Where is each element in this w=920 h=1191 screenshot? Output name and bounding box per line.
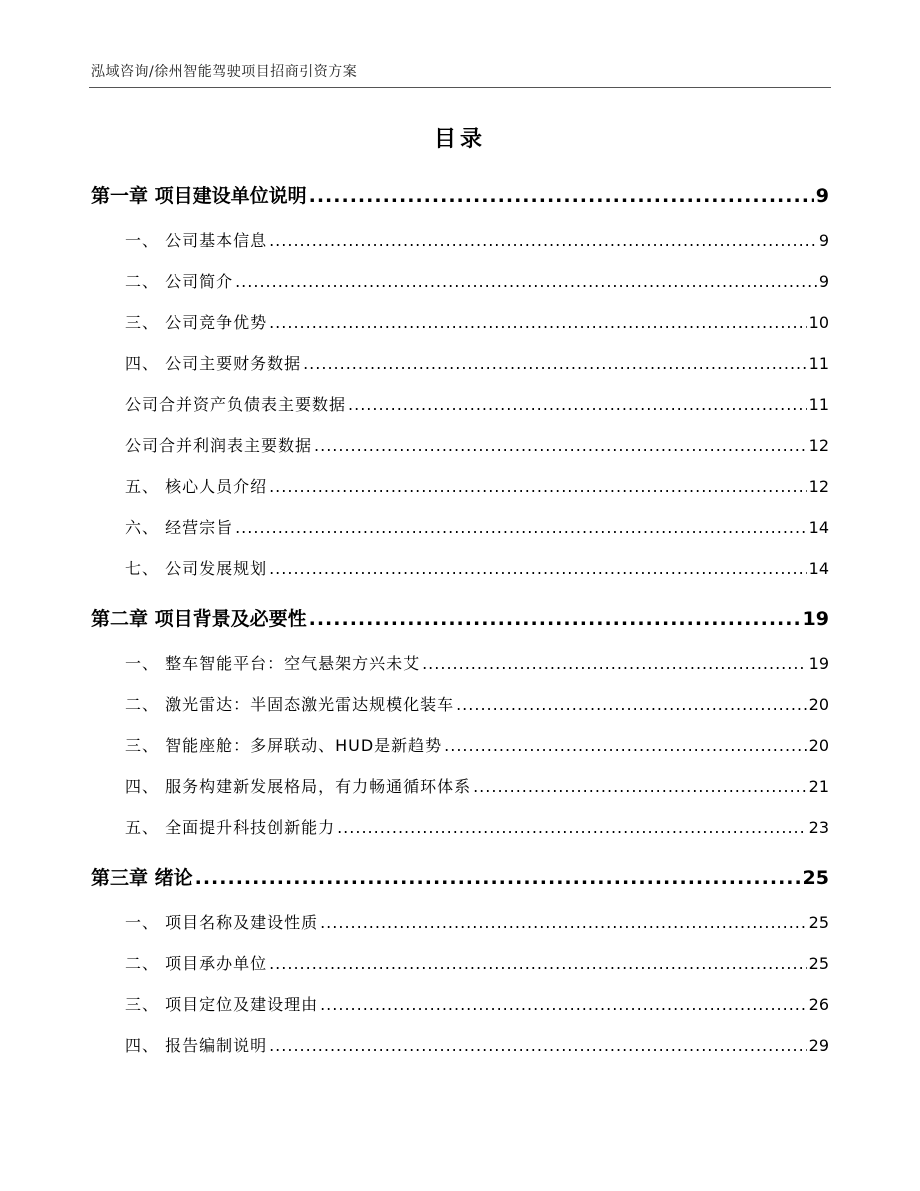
toc-section-entry[interactable]: [91, 261, 829, 302]
toc-page-number: 12: [808, 477, 829, 496]
toc-page-number: 19: [808, 654, 829, 673]
toc-dot-leader: [235, 507, 807, 548]
toc-dot-leader: [456, 684, 807, 725]
toc-section-entry[interactable]: [91, 1025, 829, 1066]
running-header: 泓域咨询/徐州智能驾驶项目招商引资方案: [91, 64, 358, 80]
toc-section-entry[interactable]: [91, 766, 829, 807]
toc-dot-leader: [269, 302, 807, 343]
toc-dot-leader: [444, 725, 806, 766]
toc-dot-leader: [195, 858, 801, 898]
toc-entry-label: 三、 项目定位及建设理由: [125, 995, 319, 1014]
toc-dot-leader: [269, 220, 817, 261]
toc-page-number: 14: [808, 518, 829, 537]
toc-section-entry[interactable]: [91, 466, 829, 507]
toc-entry-label: 七、 公司发展规划: [125, 559, 268, 578]
toc-chapter-entry[interactable]: [91, 176, 829, 216]
toc-entry-label: 三、 公司竞争优势: [125, 313, 268, 332]
toc-section-entry[interactable]: [91, 902, 829, 943]
toc-section-entry[interactable]: [91, 807, 829, 848]
toc-entry-label: 公司合并资产负债表主要数据: [125, 395, 347, 414]
toc-entry-label: 六、 经营宗旨: [125, 518, 234, 537]
toc-title: 目录: [433, 127, 486, 152]
toc-page-number: 25: [802, 867, 829, 889]
toc-section-entry[interactable]: [91, 302, 829, 343]
toc-dot-leader: [314, 425, 807, 466]
toc-section-entry[interactable]: [91, 643, 829, 684]
toc-section-entry[interactable]: [91, 425, 829, 466]
table-of-contents: [91, 176, 829, 1066]
toc-dot-leader: [303, 343, 807, 384]
toc-entry-label: 五、 核心人员介绍: [125, 477, 268, 496]
toc-section-entry[interactable]: [91, 548, 829, 589]
toc-entry-label: 四、 报告编制说明: [125, 1036, 268, 1055]
toc-dot-leader: [473, 766, 807, 807]
toc-page-number: 12: [808, 436, 829, 455]
toc-dot-leader: [422, 643, 807, 684]
toc-entry-label: 五、 全面提升科技创新能力: [125, 818, 336, 837]
toc-entry-label: 第一章 项目建设单位说明: [91, 185, 307, 207]
toc-entry-label: 四、 公司主要财务数据: [125, 354, 302, 373]
toc-page-number: 26: [808, 995, 829, 1014]
toc-section-entry[interactable]: [91, 984, 829, 1025]
toc-section-entry[interactable]: [91, 343, 829, 384]
toc-page-number: 9: [818, 272, 829, 291]
toc-entry-label: 一、 整车智能平台：空气悬架方兴未艾: [125, 654, 421, 673]
toc-chapter-entry[interactable]: [91, 858, 829, 898]
toc-section-entry[interactable]: [91, 507, 829, 548]
toc-dot-leader: [269, 1025, 807, 1066]
toc-entry-label: 二、 项目承办单位: [125, 954, 268, 973]
toc-chapter-entry[interactable]: [91, 599, 829, 639]
toc-entry-label: 二、 公司简介: [125, 272, 234, 291]
toc-dot-leader: [269, 943, 807, 984]
toc-dot-leader: [320, 984, 807, 1025]
toc-entry-label: 一、 公司基本信息: [125, 231, 268, 250]
toc-page-number: 25: [808, 954, 829, 973]
header-divider: [89, 87, 831, 88]
toc-page-number: 21: [808, 777, 829, 796]
toc-dot-leader: [269, 466, 807, 507]
toc-section-entry[interactable]: [91, 684, 829, 725]
toc-dot-leader: [309, 599, 801, 639]
toc-page-number: 20: [808, 695, 829, 714]
toc-dot-leader: [320, 902, 807, 943]
toc-page-number: 9: [818, 231, 829, 250]
toc-section-entry[interactable]: [91, 943, 829, 984]
toc-page-number: 11: [808, 395, 829, 414]
toc-entry-label: 四、 服务构建新发展格局，有力畅通循环体系: [125, 777, 472, 796]
toc-entry-label: 二、 激光雷达：半固态激光雷达规模化装车: [125, 695, 455, 714]
toc-page-number: 14: [808, 559, 829, 578]
toc-entry-label: 一、 项目名称及建设性质: [125, 913, 319, 932]
toc-section-entry[interactable]: [91, 384, 829, 425]
toc-page-number: 10: [808, 313, 829, 332]
toc-page-number: 23: [808, 818, 829, 837]
toc-page-number: 9: [815, 185, 829, 207]
toc-section-entry[interactable]: [91, 220, 829, 261]
toc-entry-label: 三、 智能座舱：多屏联动、HUD是新趋势: [125, 736, 443, 755]
toc-dot-leader: [269, 548, 807, 589]
toc-dot-leader: [309, 176, 814, 216]
toc-dot-leader: [337, 807, 807, 848]
toc-entry-label: 公司合并利润表主要数据: [125, 436, 313, 455]
toc-page-number: 29: [808, 1036, 829, 1055]
toc-entry-label: 第三章 绪论: [91, 867, 193, 889]
toc-page-number: 19: [802, 608, 829, 630]
toc-page-number: 25: [808, 913, 829, 932]
toc-page-number: 20: [808, 736, 829, 755]
toc-dot-leader: [235, 261, 817, 302]
toc-entry-label: 第二章 项目背景及必要性: [91, 608, 307, 630]
toc-page-number: 11: [808, 354, 829, 373]
toc-dot-leader: [348, 384, 807, 425]
toc-section-entry[interactable]: [91, 725, 829, 766]
